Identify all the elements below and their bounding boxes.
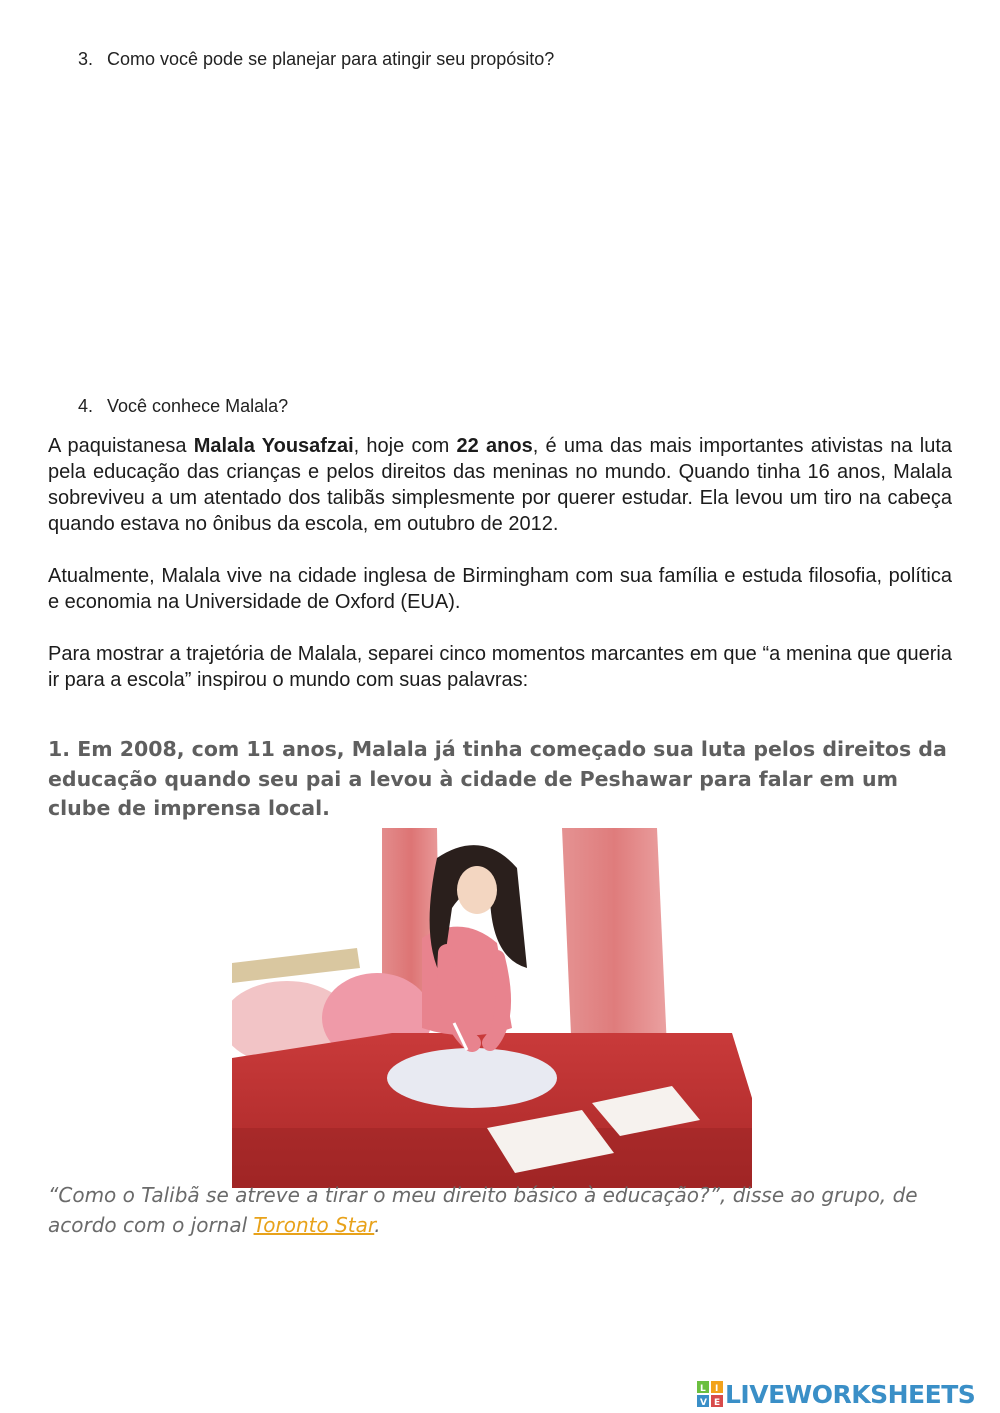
question-4: 4. Você conhece Malala?: [78, 396, 289, 416]
svg-text:I: I: [715, 1384, 719, 1394]
malala-writing-illustration: [232, 828, 752, 1188]
malala-name: Malala Yousafzai: [193, 435, 354, 457]
intro-paragraph-3: Para mostrar a trajetória de Malala, separei cinco momentos marcantes em que “a menina que queria ir para a escola” inspirou o mundo com suas palavras:: [48, 643, 952, 691]
svg-text:E: E: [714, 1398, 721, 1407]
age: 22 anos: [456, 435, 533, 457]
svg-text:V: V: [700, 1398, 707, 1407]
question-3-text: Como você pode se planejar para atingir seu propósito?: [107, 49, 555, 69]
malala-quote: “Como o Talibã se atreve a tirar o meu direito básico à educação?”, disse ao grupo, de acordo com o jornal Toronto Star.: [48, 1183, 918, 1237]
question-4-text: Você conhece Malala?: [107, 396, 289, 416]
liveworksheets-logo-icon: [697, 1381, 723, 1407]
liveworksheets-wordmark: LIVEWORKSHEETS: [725, 1379, 976, 1409]
intro-paragraph-1: A paquistanesa Malala Yousafzai, hoje com 22 anos, é uma das mais importantes ativistas na luta pela educação das crianças e pelos direitos das meninas no mundo. Quando tinha 16 anos, Malala sobreviveu a um atentado dos talibãs simplesmente por querer estudar. Ela levou um tiro na cabeça quando estava no ônibus da escola, em outubro de 2012.: [48, 435, 952, 535]
intro-paragraph-2: Atualmente, Malala vive na cidade inglesa de Birmingham com sua família e estuda filosofia, política e economia na Universidade de Oxford (EUA).: [48, 565, 952, 613]
toronto-star-link[interactable]: Toronto Star: [253, 1213, 375, 1237]
question-3: 3. Como você pode se planejar para atingir seu propósito?: [78, 49, 555, 69]
svg-text:L: L: [700, 1384, 706, 1394]
moment-1-heading: 1. Em 2008, com 11 anos, Malala já tinha começado sua luta pelos direitos da educação quando seu pai a levou à cidade de Peshawar para falar em um clube de imprensa local.: [48, 737, 947, 820]
liveworksheets-brand[interactable]: [697, 1376, 975, 1412]
